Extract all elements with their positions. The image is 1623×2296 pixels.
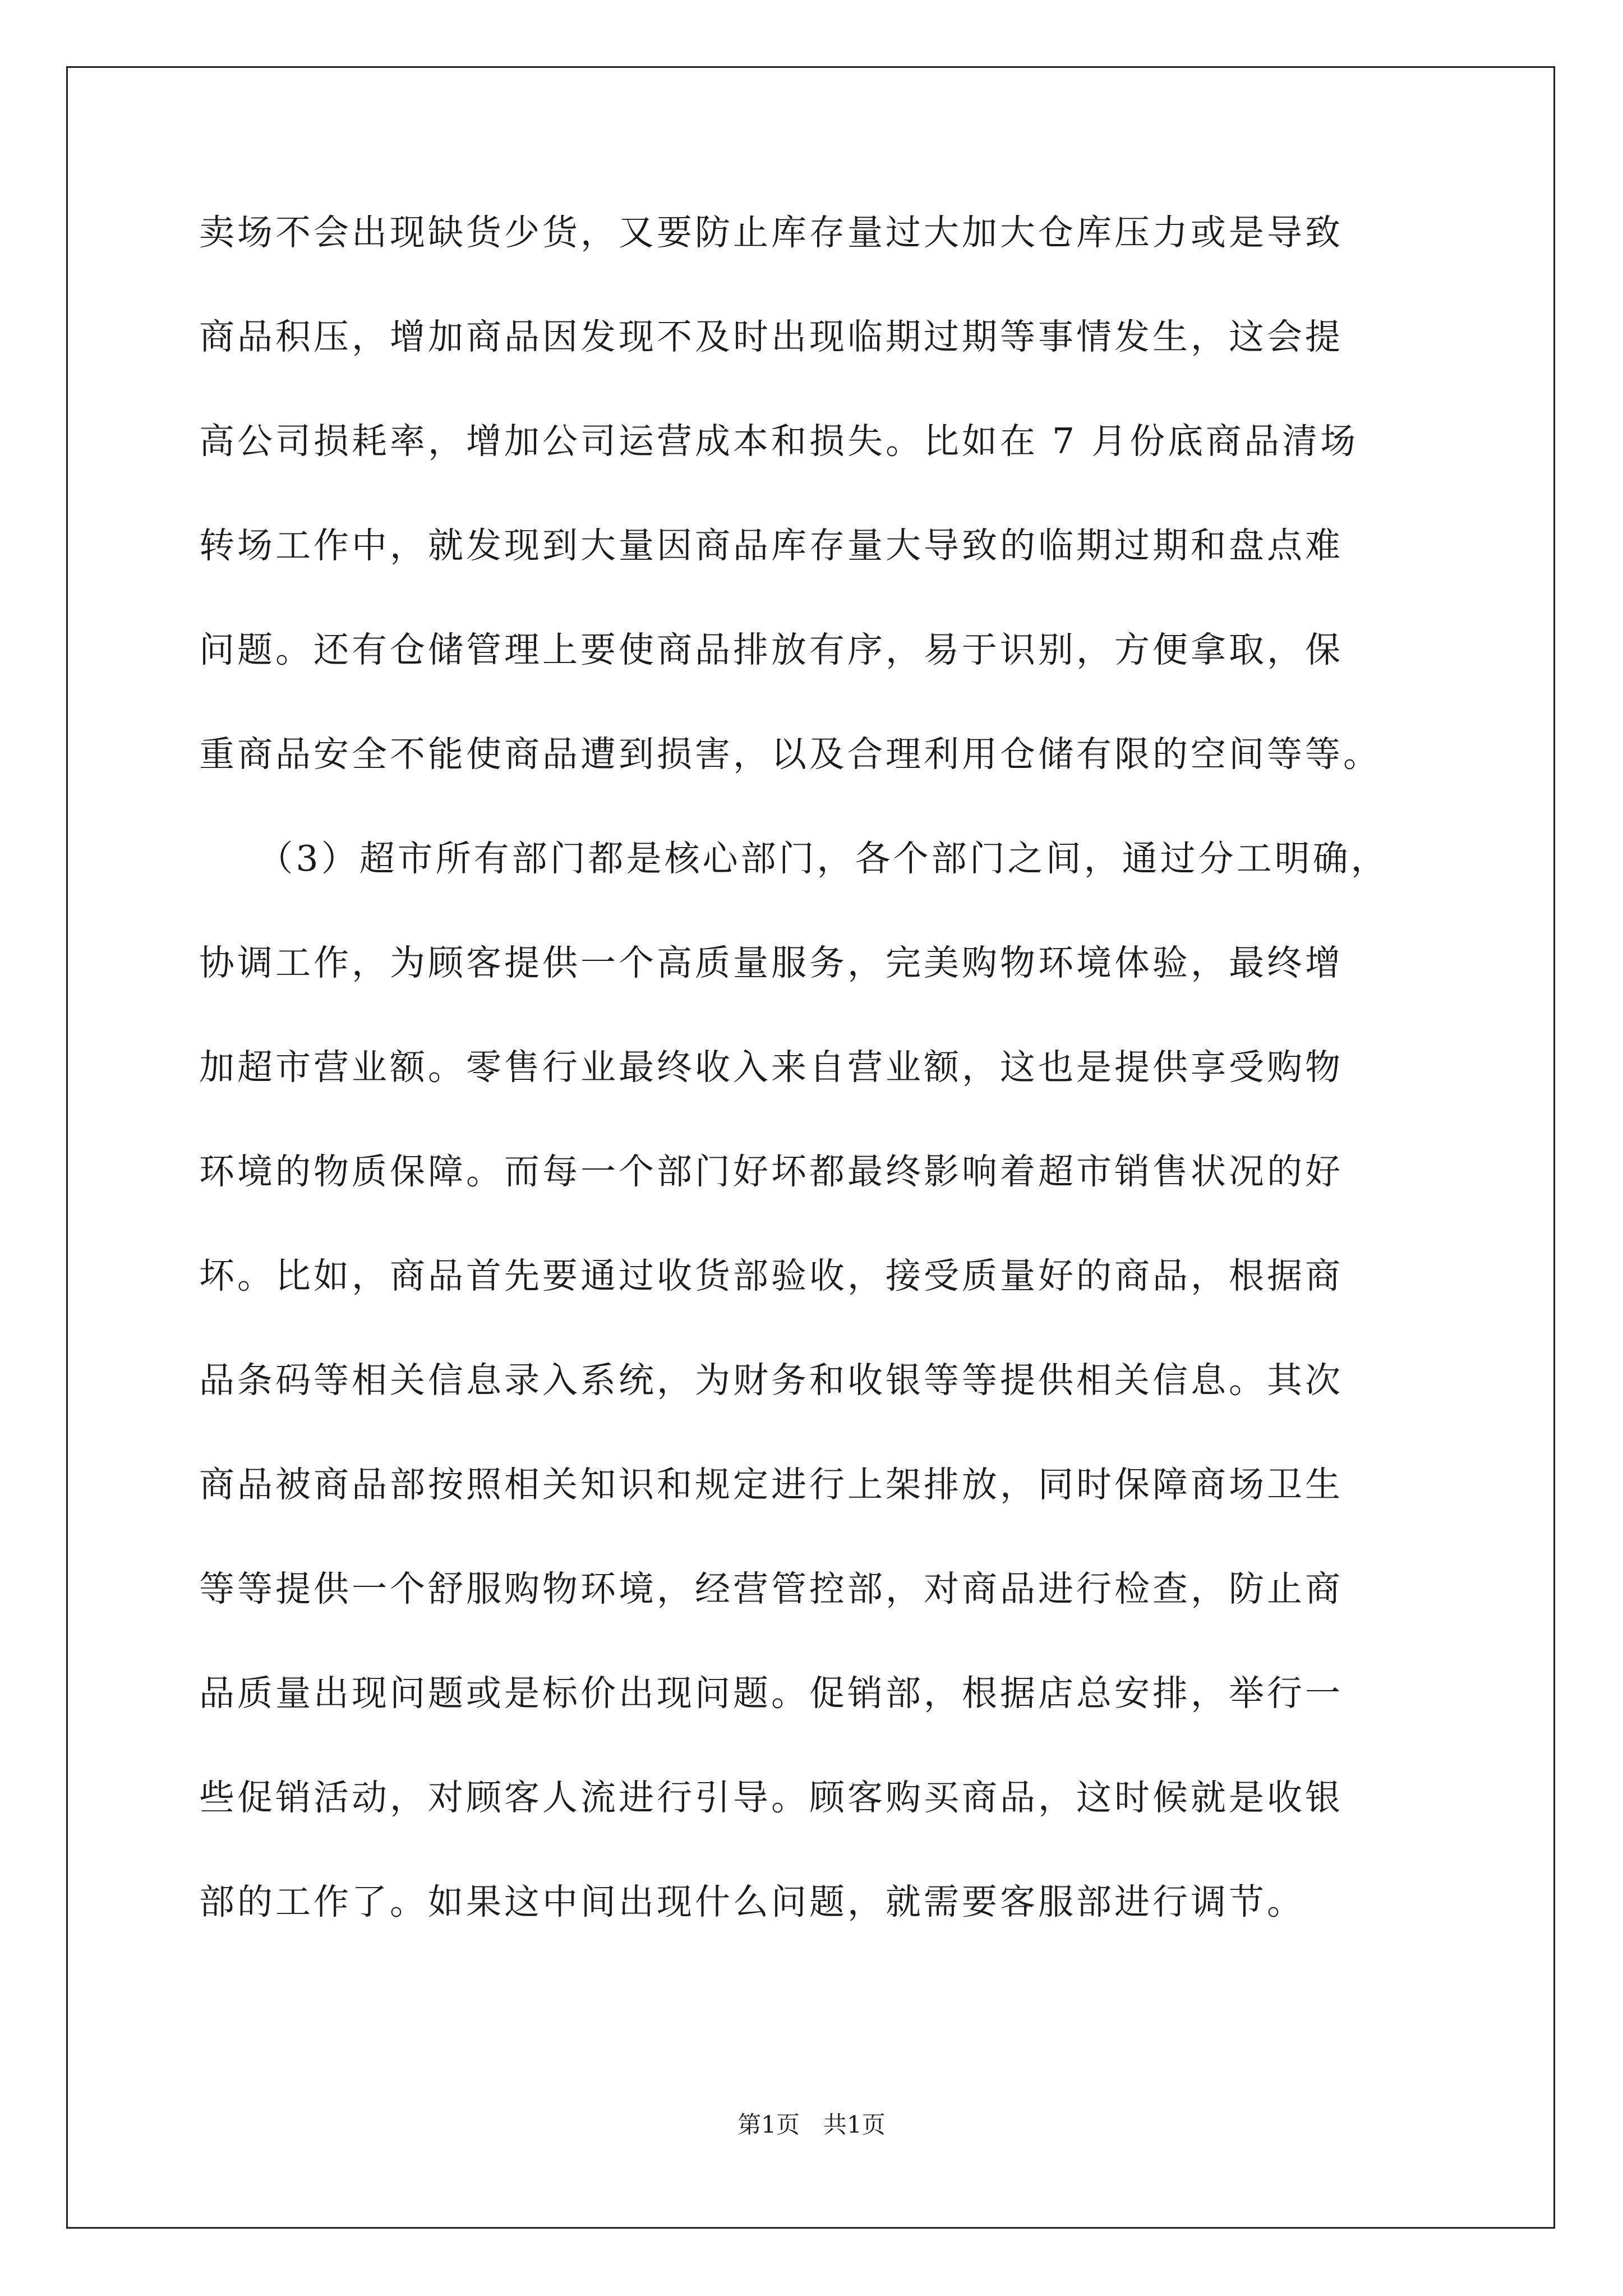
text-line: 商品积压，增加商品因发现不及时出现临期过期等事情发生，这会提 <box>199 316 1343 357</box>
text-line: 等等提供一个舒服购物环境，经营管控部，对商品进行检查，防止商 <box>199 1568 1343 1609</box>
text-line: 问题。还有仓储管理上要使商品排放有序，易于识别，方便拿取，保 <box>199 629 1343 670</box>
text-line: 商品被商品部按照相关知识和规定进行上架排放，同时保障商场卫生 <box>199 1464 1343 1505</box>
text-line: 卖场不会出现缺货少货，又要防止库存量过大加大仓库压力或是导致 <box>199 212 1343 253</box>
page-footer: 第1页 共1页 <box>737 2111 886 2138</box>
text-line: 品质量出现问题或是标价出现问题。促销部，根据店总安排，举行一 <box>199 1673 1343 1714</box>
text-line: 部的工作了。如果这中间出现什么问题，就需要客服部进行调节。 <box>199 1881 1305 1922</box>
text-line: 品条码等相关信息录入系统，为财务和收银等等提供相关信息。其次 <box>199 1360 1343 1401</box>
text-line: 环境的物质保障。而每一个部门好坏都最终影响着超市销售状况的好 <box>199 1151 1343 1192</box>
body-text <box>199 202 1433 1976</box>
text-line: 协调工作，为顾客提供一个高质量服务，完美购物环境体验，最终增 <box>199 942 1343 983</box>
text-line: （3）超市所有部门都是核心部门，各个部门之间，通过分工明确， <box>199 838 1389 879</box>
text-line: 重商品安全不能使商品遭到损害，以及合理利用仓储有限的空间等等。 <box>199 734 1381 775</box>
text-line: 高公司损耗率，增加公司运营成本和损失。比如在 7 月份底商品清场 <box>199 421 1359 462</box>
text-line: 坏。比如，商品首先要通过收货部验收，接受质量好的商品，根据商 <box>199 1255 1343 1296</box>
text-line: 些促销活动，对顾客人流进行引导。顾客购买商品，这时候就是收银 <box>199 1777 1343 1818</box>
text-line: 加超市营业额。零售行业最终收入来自营业额，这也是提供享受购物 <box>199 1047 1343 1088</box>
text-line: 转场工作中，就发现到大量因商品库存量大导致的临期过期和盘点难 <box>199 525 1343 566</box>
